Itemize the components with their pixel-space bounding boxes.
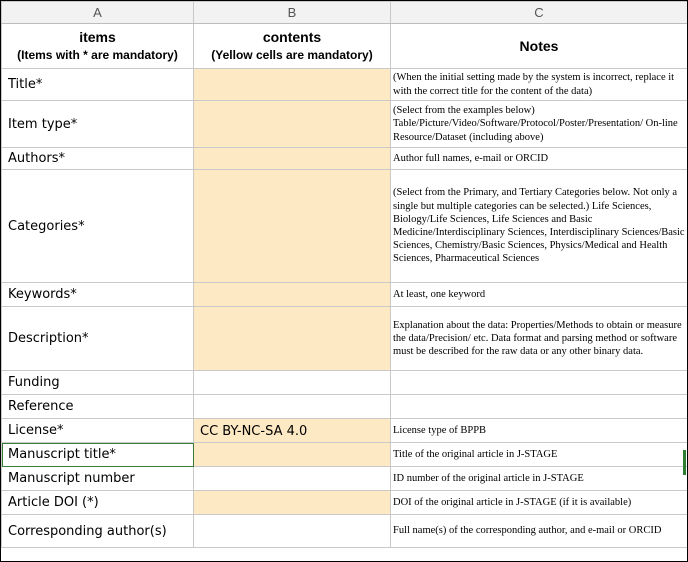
column-header-a[interactable]: A — [2, 2, 194, 24]
table-row — [2, 467, 688, 491]
column-header-c[interactable]: C — [391, 2, 688, 24]
content-cell[interactable] — [194, 148, 391, 170]
item-cell[interactable]: Title* — [2, 69, 194, 101]
table-row — [2, 101, 688, 148]
column-header-b[interactable]: B — [194, 2, 391, 24]
item-cell[interactable]: Description* — [2, 307, 194, 371]
table-row — [2, 170, 688, 283]
table-row — [2, 515, 688, 548]
item-cell[interactable]: Corresponding author(s) — [2, 515, 194, 548]
selection-indicator — [683, 450, 686, 475]
note-cell[interactable]: DOI of the original article in J-STAGE (if it is available) — [391, 491, 688, 515]
items-header-cell[interactable] — [2, 24, 194, 69]
item-cell[interactable]: Manuscript title* — [2, 443, 194, 467]
item-cell[interactable]: Authors* — [2, 148, 194, 170]
item-cell[interactable]: Reference — [2, 395, 194, 419]
note-cell[interactable]: At least, one keyword — [391, 283, 688, 307]
item-cell[interactable]: License* — [2, 419, 194, 443]
table-row — [2, 283, 688, 307]
contents-header-subtitle: (Yellow cells are mandatory) — [211, 48, 373, 62]
note-cell[interactable]: (Select from the examples below) Table/Picture/Video/Software/Protocol/Poster/Presentation/ On-line Resource/Dataset (including above) — [391, 101, 688, 148]
content-cell[interactable] — [194, 170, 391, 283]
content-cell[interactable] — [194, 491, 391, 515]
content-cell[interactable] — [194, 395, 391, 419]
table-row — [2, 395, 688, 419]
note-cell[interactable]: ID number of the original article in J-STAGE — [391, 467, 688, 491]
item-cell[interactable]: Funding — [2, 371, 194, 395]
table-header-row — [2, 24, 688, 69]
item-cell[interactable]: Categories* — [2, 170, 194, 283]
content-cell[interactable] — [194, 283, 391, 307]
table-row — [2, 371, 688, 395]
note-cell[interactable]: Author full names, e-mail or ORCID — [391, 148, 688, 170]
table-row — [2, 491, 688, 515]
note-cell[interactable]: (Select from the Primary, and Tertiary Categories below. Not only a single but multiple categories can be selected.) Life Sciences, Biology/Life Sciences, Life Sciences and Basic Medicine/Interdisciplinary Sciences, Interdisciplinary Sciences/Basic Sciences, Chemistry/Basic Sciences, Physics/Medical and Health Sciences, Pharmaceutical Sciences — [391, 170, 688, 283]
content-cell[interactable] — [194, 419, 391, 443]
content-cell[interactable] — [194, 101, 391, 148]
notes-header-cell[interactable]: Notes — [391, 24, 688, 69]
item-cell[interactable]: Manuscript number — [2, 467, 194, 491]
note-cell[interactable]: License type of BPPB — [391, 419, 688, 443]
note-cell[interactable]: Title of the original article in J-STAGE — [391, 443, 688, 467]
items-header-subtitle: (Items with * are mandatory) — [17, 48, 178, 62]
column-header-row — [2, 2, 688, 24]
content-cell[interactable] — [194, 371, 391, 395]
content-cell[interactable] — [194, 515, 391, 548]
note-cell[interactable]: Full name(s) of the corresponding author, and e-mail or ORCID — [391, 515, 688, 548]
table-row — [2, 307, 688, 371]
item-cell[interactable]: Article DOI (*) — [2, 491, 194, 515]
note-cell[interactable] — [391, 395, 688, 419]
note-cell[interactable] — [391, 371, 688, 395]
contents-header-title: contents — [262, 29, 322, 45]
item-cell[interactable]: Item type* — [2, 101, 194, 148]
content-cell[interactable] — [194, 307, 391, 371]
table-row — [2, 148, 688, 170]
table-row — [2, 419, 688, 443]
metadata-table — [1, 1, 688, 548]
note-cell[interactable]: Explanation about the data: Properties/Methods to obtain or measure the data/Precision/ etc. Data format and parsing method or software must be described for the raw data or any other binary data. — [391, 307, 688, 371]
content-cell[interactable] — [194, 69, 391, 101]
item-cell[interactable]: Keywords* — [2, 283, 194, 307]
table-row — [2, 69, 688, 101]
content-cell[interactable] — [194, 443, 391, 467]
items-header-title: items — [79, 29, 116, 45]
table-row — [2, 443, 688, 467]
note-cell[interactable]: (When the initial setting made by the system is incorrect, replace it with the correct title for the content of the data) — [391, 69, 688, 101]
content-cell[interactable] — [194, 467, 391, 491]
contents-header-cell[interactable] — [194, 24, 391, 69]
content-value: CC BY-NC-SA 4.0 — [200, 423, 308, 439]
